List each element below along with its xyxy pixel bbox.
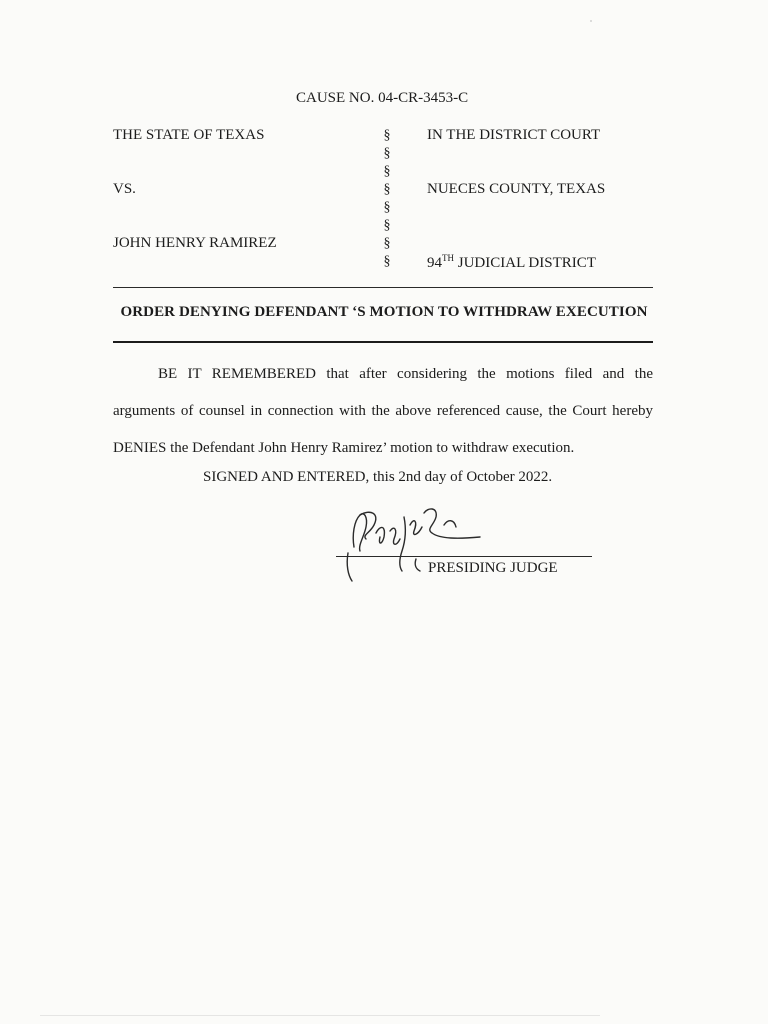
section-symbol: § bbox=[383, 128, 391, 143]
district-suffix: TH bbox=[442, 253, 454, 263]
cause-number: CAUSE NO. 04-CR-3453-C bbox=[296, 90, 469, 106]
presiding-judge-label: PRESIDING JUDGE bbox=[428, 560, 558, 576]
caption-county: NUECES COUNTY, TEXAS bbox=[427, 181, 606, 197]
district-number: 94 bbox=[427, 255, 442, 271]
caption-district bbox=[427, 253, 596, 272]
signed-entered-line: SIGNED AND ENTERED, this 2nd day of October 2022. bbox=[203, 469, 553, 485]
section-symbol: § bbox=[383, 200, 391, 215]
body-line: DENIES the Defendant John Henry Ramirez’ motion to withdraw execution. bbox=[113, 440, 575, 456]
order-body bbox=[113, 356, 653, 467]
signature-line bbox=[336, 556, 592, 557]
caption-plaintiff: THE STATE OF TEXAS bbox=[113, 127, 265, 143]
section-symbol: § bbox=[383, 146, 391, 161]
caption-court: IN THE DISTRICT COURT bbox=[427, 127, 601, 143]
section-symbol: § bbox=[383, 236, 391, 251]
caption-versus: VS. bbox=[113, 181, 136, 197]
caption-defendant: JOHN HENRY RAMIREZ bbox=[113, 235, 277, 251]
section-symbol: § bbox=[383, 254, 391, 269]
section-symbol: § bbox=[383, 164, 391, 179]
body-line: arguments of counsel in connection with the above referenced cause, the Court hereby bbox=[113, 403, 653, 419]
scan-artifact bbox=[590, 20, 592, 22]
title-bottom-rule bbox=[113, 341, 653, 343]
body-line: BE IT REMEMBERED that after considering the motions filed and the bbox=[158, 366, 653, 382]
order-title: ORDER DENYING DEFENDANT ‘S MOTION TO WITHDRAW EXECUTION bbox=[120, 304, 648, 320]
scan-artifact bbox=[40, 1015, 600, 1016]
title-top-rule bbox=[113, 287, 653, 288]
section-symbol: § bbox=[383, 218, 391, 233]
section-symbol: § bbox=[383, 182, 391, 197]
district-text: JUDICIAL DISTRICT bbox=[454, 255, 596, 271]
